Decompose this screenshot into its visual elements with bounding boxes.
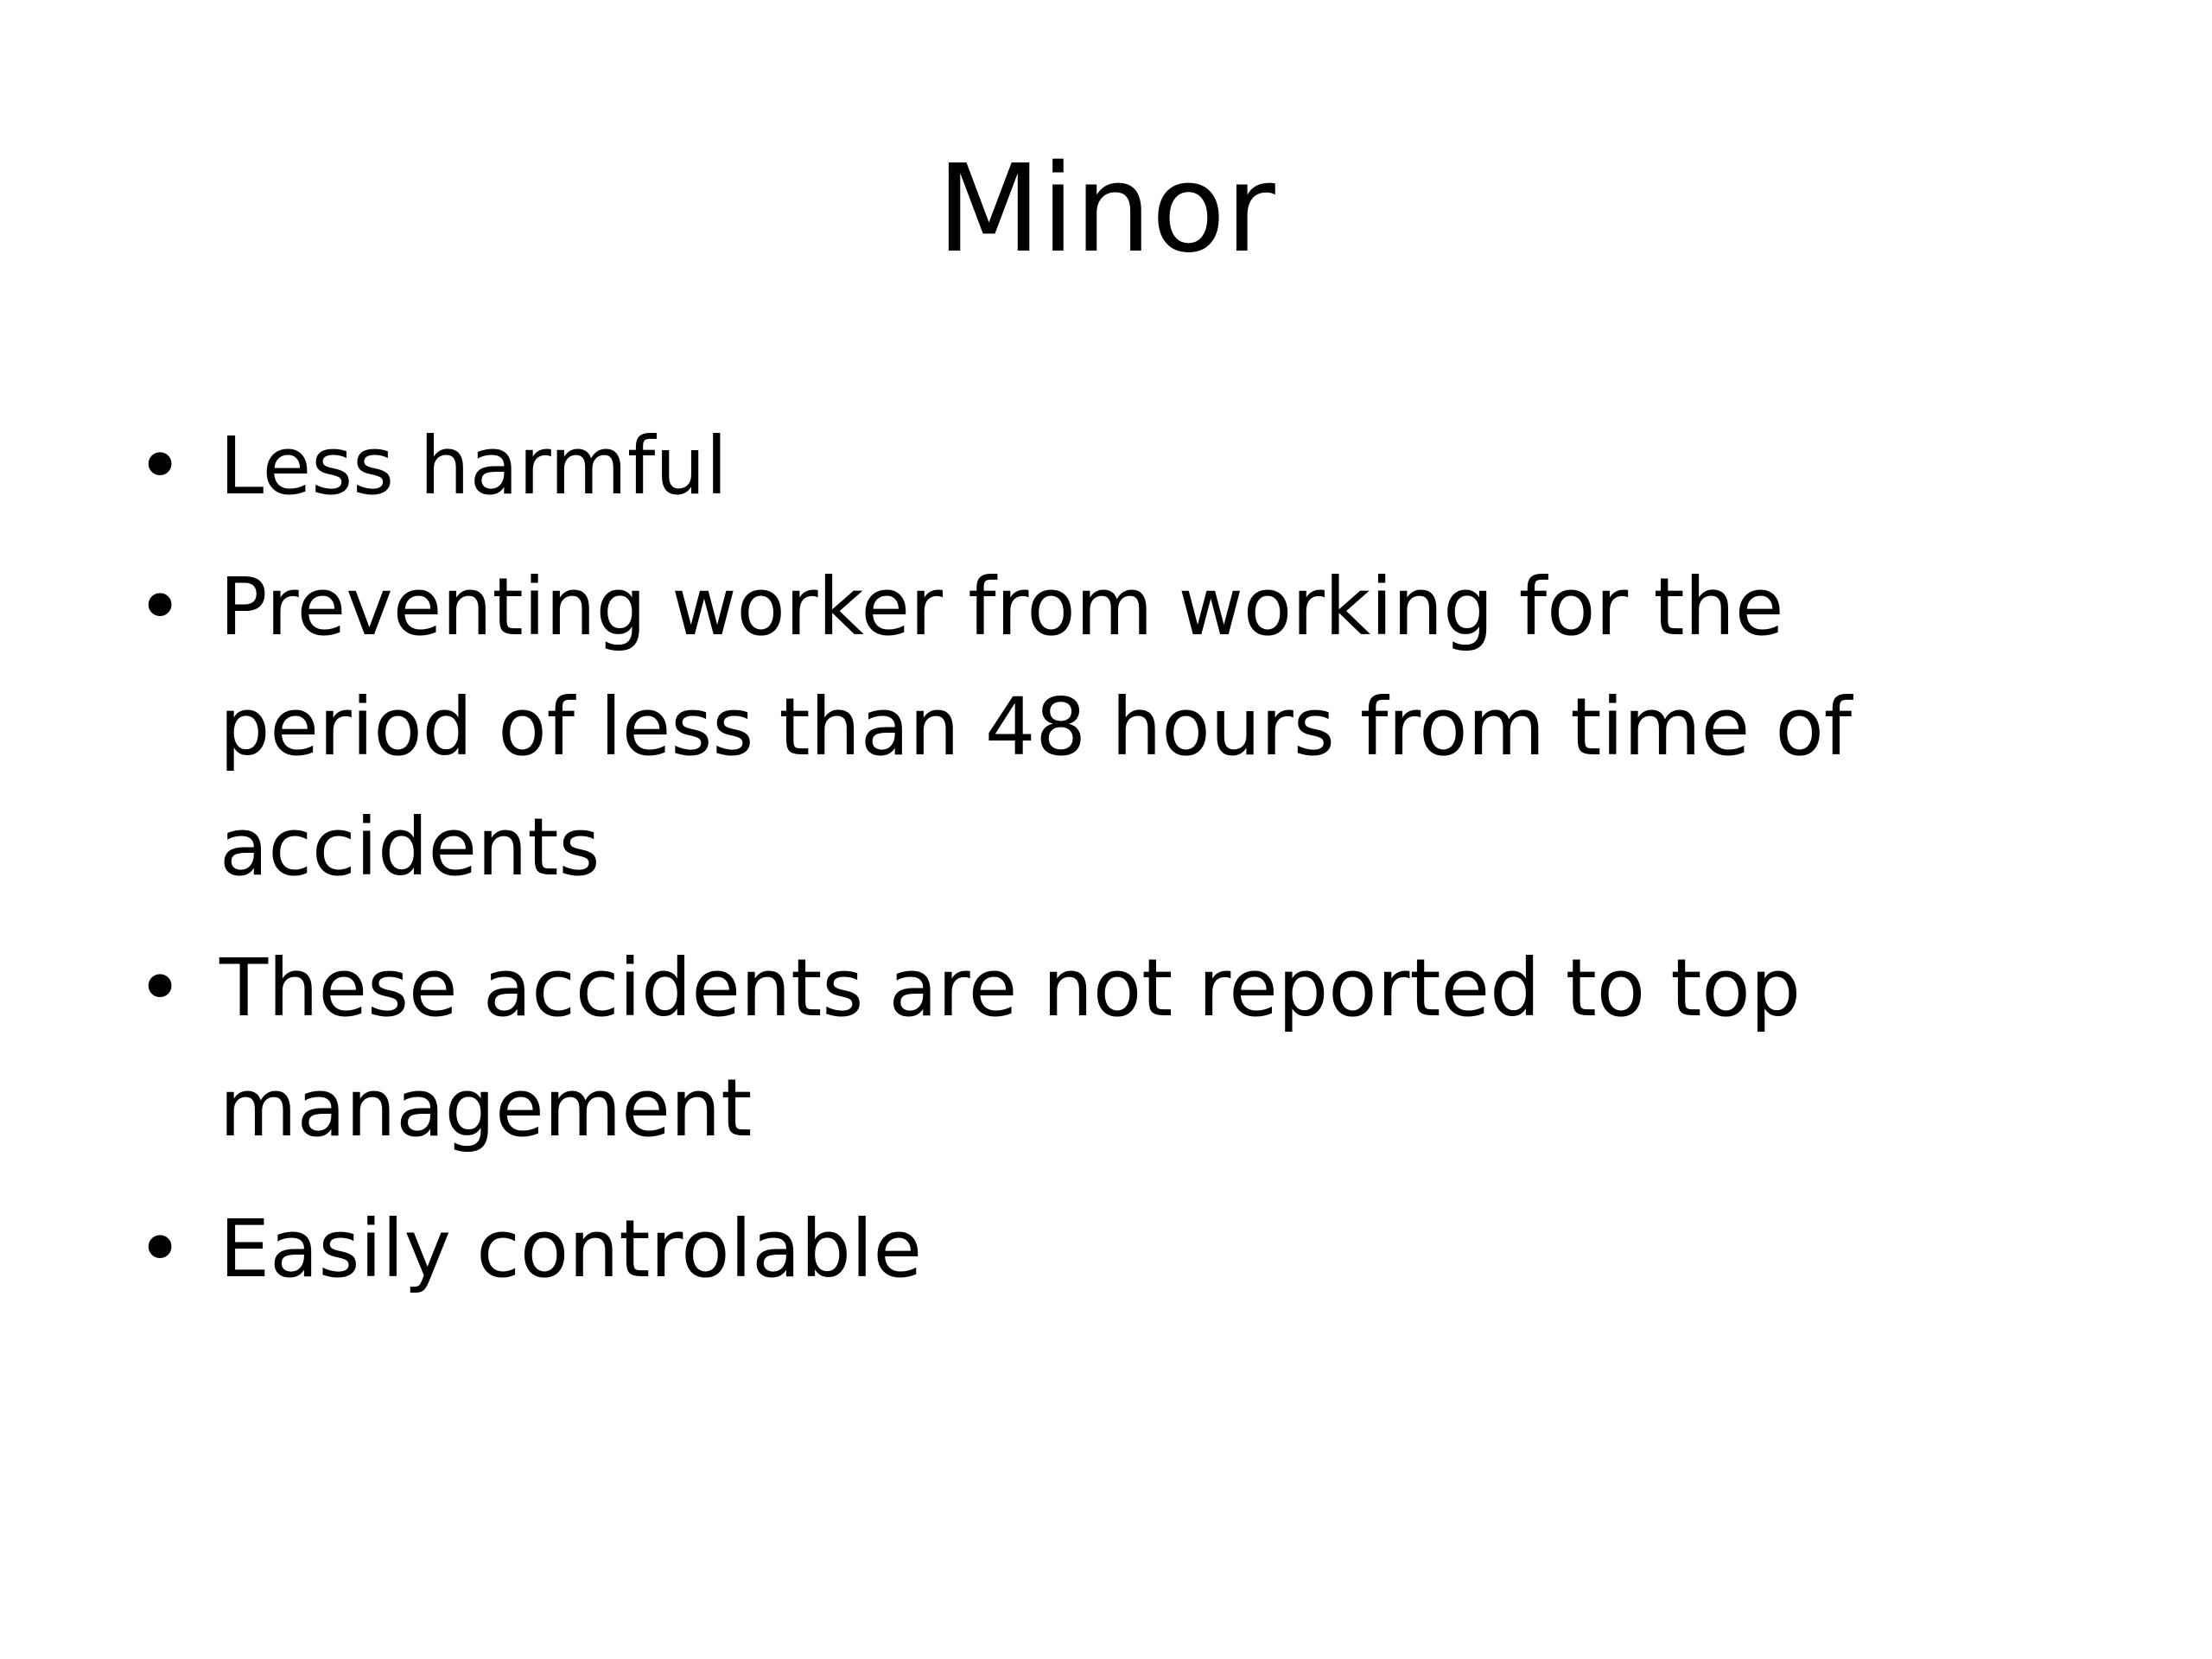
bullet-list [130, 406, 1987, 1330]
bullet-text: These accidents are not reported to top management [219, 942, 1802, 1154]
bullet-item [130, 547, 1987, 907]
bullet-item [130, 928, 1987, 1168]
bullet-dot-icon: • [137, 561, 184, 653]
bullet-dot-icon: • [137, 420, 184, 512]
bullet-text: Preventing worker from working for the period of less than 48 hours from time of accidents [219, 561, 1853, 893]
bullet-text: Less harmful [219, 420, 728, 512]
bullet-dot-icon: • [137, 942, 184, 1034]
bullet-dot-icon: • [137, 1203, 184, 1295]
bullet-item [130, 406, 1987, 526]
slide-title: Minor [937, 139, 1275, 280]
bullet-text: Easily controlable [219, 1203, 923, 1295]
bullet-item [130, 1189, 1987, 1309]
